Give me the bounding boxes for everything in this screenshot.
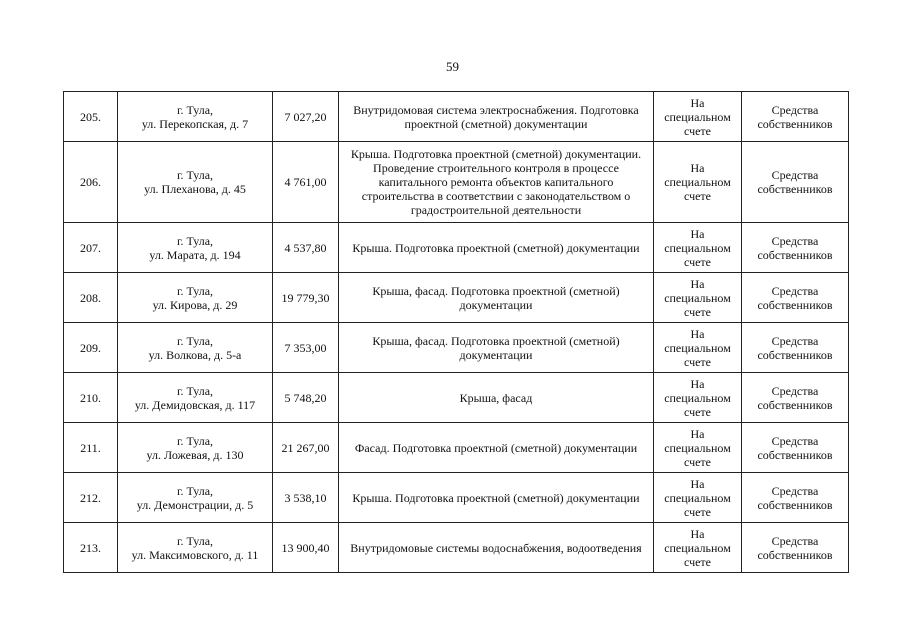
funding-source-cell: Средства собственников (742, 142, 849, 223)
address-cell: г. Тула, ул. Максимовского, д. 11 (118, 523, 273, 573)
funding-source-cell: Средства собственников (742, 423, 849, 473)
row-number: 205. (64, 92, 118, 142)
address-cell: г. Тула, ул. Волкова, д. 5-а (118, 323, 273, 373)
account-cell: На специальном счете (654, 92, 742, 142)
cost-cell: 4 537,80 (273, 223, 339, 273)
table-row (64, 273, 849, 323)
row-number: 208. (64, 273, 118, 323)
row-number: 207. (64, 223, 118, 273)
cost-cell: 7 353,00 (273, 323, 339, 373)
table-row (64, 323, 849, 373)
work-type-cell: Крыша. Подготовка проектной (сметной) документации. Проведение строительного контроля в процессе капитального ремонта объектов капитального строительства в соответствии с законодательством о градостроительной деятельности (339, 142, 654, 223)
table-row (64, 92, 849, 142)
row-number: 212. (64, 473, 118, 523)
row-number: 206. (64, 142, 118, 223)
cost-cell: 21 267,00 (273, 423, 339, 473)
funding-source-cell: Средства собственников (742, 273, 849, 323)
table-row (64, 373, 849, 423)
work-type-cell: Крыша. Подготовка проектной (сметной) документации (339, 223, 654, 273)
cost-cell: 3 538,10 (273, 473, 339, 523)
account-cell: На специальном счете (654, 273, 742, 323)
table-row (64, 523, 849, 573)
funding-source-cell: Средства собственников (742, 223, 849, 273)
cost-cell: 5 748,20 (273, 373, 339, 423)
account-cell: На специальном счете (654, 373, 742, 423)
account-cell: На специальном счете (654, 523, 742, 573)
cost-cell: 7 027,20 (273, 92, 339, 142)
cost-cell: 13 900,40 (273, 523, 339, 573)
address-cell: г. Тула, ул. Перекопская, д. 7 (118, 92, 273, 142)
work-type-cell: Крыша. Подготовка проектной (сметной) документации (339, 473, 654, 523)
address-cell: г. Тула, ул. Марата, д. 194 (118, 223, 273, 273)
repair-register-table (63, 91, 849, 573)
work-type-cell: Внутридомовая система электроснабжения. Подготовка проектной (сметной) документации (339, 92, 654, 142)
address-cell: г. Тула, ул. Демонстрации, д. 5 (118, 473, 273, 523)
cost-cell: 19 779,30 (273, 273, 339, 323)
funding-source-cell: Средства собственников (742, 92, 849, 142)
address-cell: г. Тула, ул. Ложевая, д. 130 (118, 423, 273, 473)
address-cell: г. Тула, ул. Кирова, д. 29 (118, 273, 273, 323)
funding-source-cell: Средства собственников (742, 523, 849, 573)
funding-source-cell: Средства собственников (742, 473, 849, 523)
work-type-cell: Фасад. Подготовка проектной (сметной) документации (339, 423, 654, 473)
table-row (64, 423, 849, 473)
account-cell: На специальном счете (654, 423, 742, 473)
cost-cell: 4 761,00 (273, 142, 339, 223)
account-cell: На специальном счете (654, 223, 742, 273)
work-type-cell: Крыша, фасад. Подготовка проектной (сметной) документации (339, 323, 654, 373)
row-number: 213. (64, 523, 118, 573)
address-cell: г. Тула, ул. Плеханова, д. 45 (118, 142, 273, 223)
row-number: 209. (64, 323, 118, 373)
funding-source-cell: Средства собственников (742, 373, 849, 423)
work-type-cell: Крыша, фасад (339, 373, 654, 423)
account-cell: На специальном счете (654, 473, 742, 523)
row-number: 210. (64, 373, 118, 423)
table-row (64, 473, 849, 523)
table-row (64, 142, 849, 223)
account-cell: На специальном счете (654, 142, 742, 223)
work-type-cell: Крыша, фасад. Подготовка проектной (сметной) документации (339, 273, 654, 323)
address-cell: г. Тула, ул. Демидовская, д. 117 (118, 373, 273, 423)
table-row (64, 223, 849, 273)
page-number: 59 (446, 59, 459, 74)
funding-source-cell: Средства собственников (742, 323, 849, 373)
work-type-cell: Внутридомовые системы водоснабжения, водоотведения (339, 523, 654, 573)
account-cell: На специальном счете (654, 323, 742, 373)
row-number: 211. (64, 423, 118, 473)
